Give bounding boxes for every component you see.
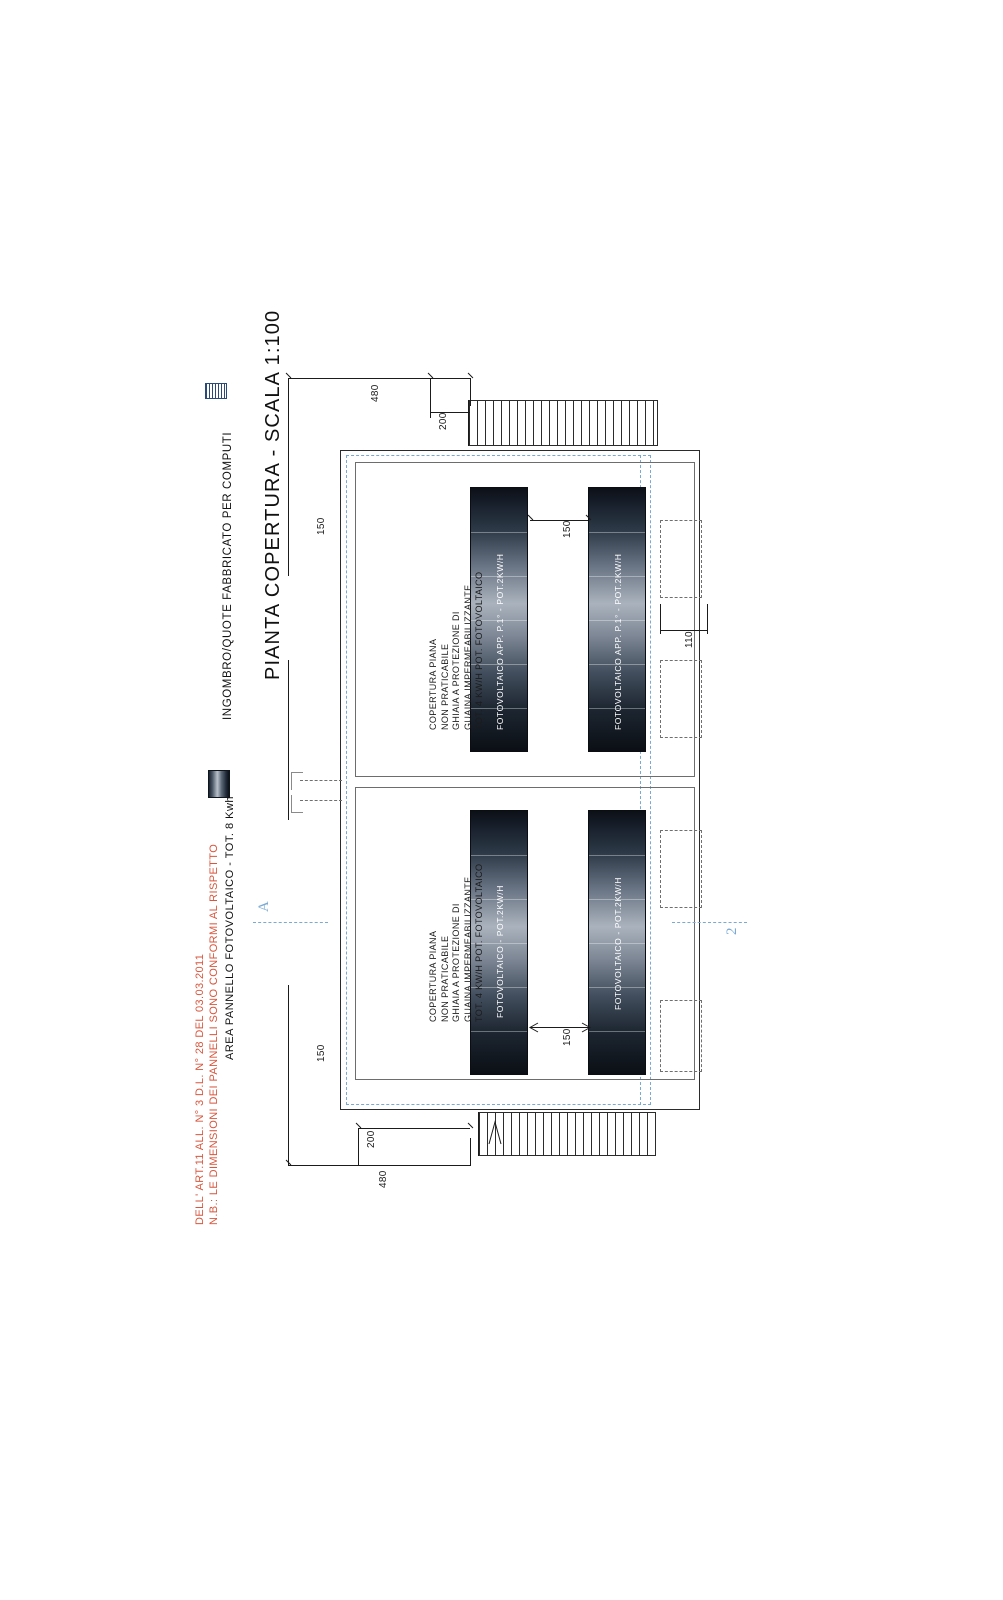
left-niche-cap-1 — [291, 772, 303, 773]
page-title: PIANTA COPERTURA - SCALA 1:100 — [262, 309, 284, 680]
balcony-outline-2 — [660, 660, 702, 738]
legend-pv-swatch — [208, 770, 230, 798]
panel-segment-line — [471, 855, 527, 856]
panel-segment-line — [589, 855, 645, 856]
axis-label-left: A — [256, 901, 272, 912]
roof-spec-lower-line-4: GUAINA IMPERMEABILIZZANTE — [462, 876, 473, 1022]
roof-spec-lower-line-1: COPERTURA PIANA — [428, 930, 438, 1022]
panel-lower-right-label: FOTOVOLTAICO - POT.2KW/H — [613, 877, 623, 1010]
note-line-1: N.B.: LE DIMENSIONI DEI PANNELLI SONO CONFORMI AL RISPETTO — [208, 843, 220, 1225]
legend-pv-label: AREA PANNELLO FOTOVOLTAICO - TOT. 8 Kwh — [224, 795, 236, 1060]
dim-line-150-upper — [288, 396, 289, 576]
dim-ext-top-inner — [470, 378, 471, 406]
panel-segment-line — [471, 532, 527, 533]
dim-ext-110-b — [707, 604, 708, 634]
stair-block-top — [468, 400, 658, 446]
note-line-2: DELL' ART.11 ALL. N° 3 D.L. N° 28 DEL 03.03.2011 — [194, 953, 206, 1225]
balcony-outline-1 — [660, 520, 702, 598]
dim-line-200-bottom — [358, 1128, 470, 1129]
stair-direction-arrow — [487, 1118, 503, 1148]
panel-segment-line — [589, 532, 645, 533]
dim-ext-110-a — [660, 604, 661, 634]
dim-110: 110 — [684, 631, 695, 648]
dim-150-upper: 150 — [316, 517, 327, 535]
panel-segment-line — [471, 1031, 527, 1032]
legend-hatch-label: INGOMBRO/QUOTE FABBRICATO PER COMPUTI — [222, 431, 234, 720]
stair-block-bottom — [478, 1112, 656, 1156]
dim-480-top: 480 — [370, 384, 381, 402]
panel-upper-right-label: FOTOVOLTAICO APP. P.1° - POT.2KW/H — [613, 553, 623, 730]
left-niche-cap-2 — [291, 812, 303, 813]
left-niche-edge-2 — [291, 795, 292, 813]
stair-top-edge — [468, 400, 469, 446]
dim-200-top: 200 — [438, 412, 449, 430]
dim-ext-bottom-inner — [470, 1138, 471, 1166]
dim-line-inner-150-upper — [530, 520, 588, 521]
axis-line-right — [672, 922, 747, 923]
roof-spec-lower — [428, 864, 486, 1022]
dim-arrows-inner-lower — [528, 1021, 592, 1034]
dim-origin — [288, 378, 289, 379]
dim-480-bottom: 480 — [378, 1170, 389, 1188]
roof-spec-upper-line-4: GUAINA IMPERMEABILIZZANTE — [462, 584, 473, 730]
dim-line-150-lower — [288, 985, 289, 1165]
dim-ext-bottom-mid — [358, 1128, 359, 1166]
roof-spec-lower-line-3: GHIAIA A PROTEZIONE DI — [451, 903, 461, 1022]
dim-line-200-top — [430, 412, 470, 413]
dim-line-480-top — [288, 378, 470, 379]
roof-spec-upper — [428, 572, 486, 730]
dim-ext-top-outer — [288, 378, 289, 396]
panel-segment-line — [589, 1031, 645, 1032]
roof-spec-upper-line-1: COPERTURA PIANA — [428, 638, 438, 730]
axis-line-left — [253, 922, 328, 923]
roof-spec-upper-line-3: GHIAIA A PROTEZIONE DI — [451, 611, 461, 730]
balcony-outline-4 — [660, 1000, 702, 1072]
roof-spec-upper-line-2: NON PRATICABILE — [439, 643, 450, 730]
dim-line-480-bottom — [288, 1165, 470, 1166]
axis-label-right: 2 — [724, 927, 740, 935]
roof-spec-lower-line-2: NON PRATICABILE — [439, 935, 450, 1022]
left-niche-line-1 — [300, 780, 342, 781]
left-niche-edge-1 — [291, 772, 292, 790]
stair-bottom-edge — [478, 1112, 479, 1156]
legend-hatch-swatch — [205, 383, 227, 399]
left-niche-line-2 — [300, 800, 342, 801]
panel-upper-left-label: FOTOVOLTAICO APP. P.1° - POT.2KW/H — [495, 553, 505, 730]
dim-200-bottom: 200 — [366, 1130, 377, 1148]
dim-line-left-mid — [288, 660, 289, 820]
dim-150-inner-lower: 150 — [562, 1028, 573, 1046]
dim-150-inner-upper: 150 — [562, 520, 573, 538]
balcony-outline-3 — [660, 830, 702, 908]
dim-150-lower: 150 — [316, 1044, 327, 1062]
roof-spec-upper-line-5: TOT. 4 KW/H POT. FOTOVOLTAICO — [474, 571, 484, 730]
panel-lower-left-label: FOTOVOLTAICO - POT.2KW/H — [495, 885, 505, 1018]
roof-spec-lower-line-5: TOT. 4 KW/H POT. FOTOVOLTAICO — [474, 863, 484, 1022]
